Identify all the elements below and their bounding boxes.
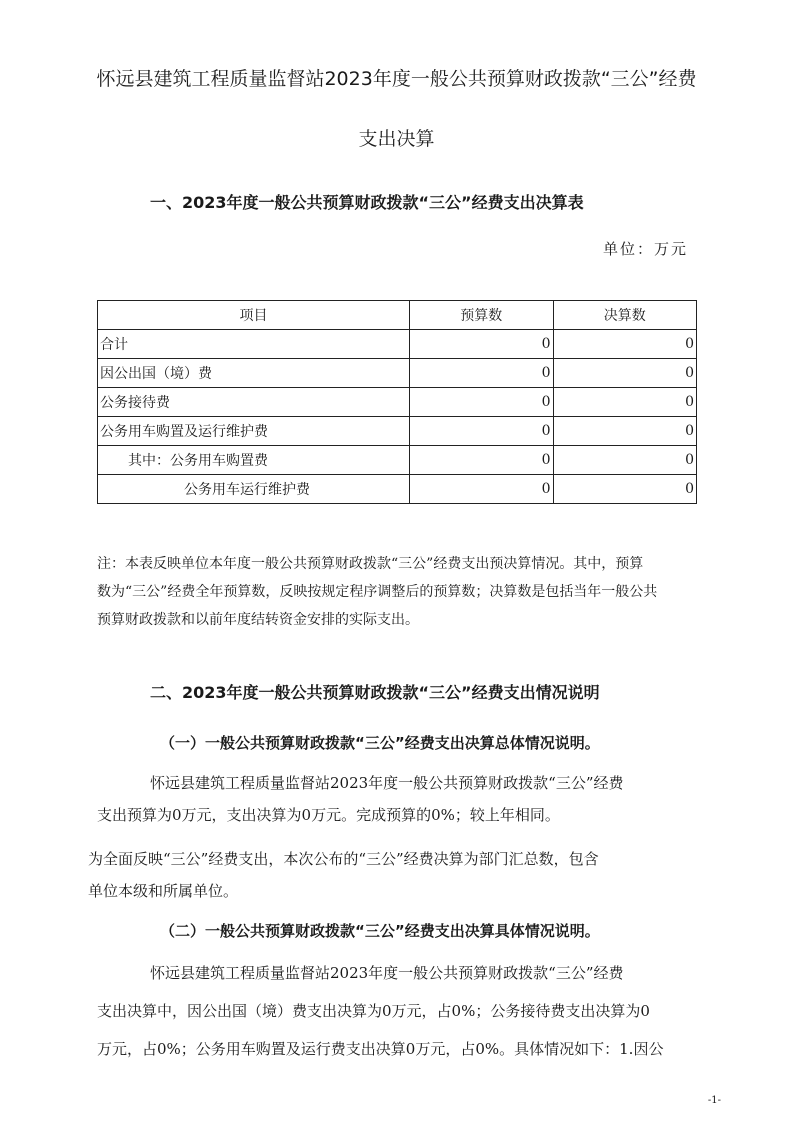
- header-budget: 预算数: [410, 301, 553, 330]
- section2-heading: 二、2023年度一般公共预算财政拨款“三公”经费支出情况说明: [150, 683, 600, 702]
- row-label: 其中：公务用车购置费: [98, 446, 410, 475]
- note-line: 预算财政拨款和以前年度结转资金安排的实际支出。: [97, 612, 419, 628]
- table-row: [98, 388, 697, 417]
- row-label: 因公出国（境）费: [98, 359, 410, 388]
- row-final: 0: [553, 359, 696, 388]
- paragraph-line: 怀远县建筑工程质量监督站2023年度一般公共预算财政拨款“三公”经费: [150, 774, 624, 792]
- row-final: 0: [553, 330, 696, 359]
- budget-table: [97, 300, 697, 504]
- table-row: [98, 475, 697, 504]
- table-row: [98, 417, 697, 446]
- row-budget: 0: [410, 475, 553, 504]
- paragraph-line: 为全面反映“三公”经费支出，本次公布的“三公”经费决算为部门汇总数，包含: [88, 850, 599, 868]
- table-row: [98, 330, 697, 359]
- document-title-line2: 支出决算: [358, 128, 435, 150]
- row-label: 公务用车购置及运行维护费: [98, 417, 410, 446]
- paragraph-line: 支出预算为0万元，支出决算为0万元。完成预算的0%；较上年相同。: [97, 806, 560, 824]
- row-final: 0: [553, 388, 696, 417]
- row-budget: 0: [410, 417, 553, 446]
- section1-heading: 一、2023年度一般公共预算财政拨款“三公”经费支出决算表: [150, 193, 584, 212]
- table-row: [98, 446, 697, 475]
- page-number: -1-: [707, 1095, 721, 1106]
- row-final: 0: [553, 475, 696, 504]
- paragraph-line: 单位本级和所属单位。: [88, 882, 239, 900]
- row-budget: 0: [410, 388, 553, 417]
- subsection1-heading: （一）一般公共预算财政拨款“三公”经费支出决算总体情况说明。: [160, 734, 600, 752]
- row-label: 合计: [98, 330, 410, 359]
- row-label: 公务接待费: [98, 388, 410, 417]
- row-final: 0: [553, 417, 696, 446]
- header-item: 项目: [98, 301, 410, 330]
- note-line: 数为“三公”经费全年预算数，反映按规定程序调整后的预算数；决算数是包括当年一般公共: [97, 584, 658, 600]
- note-line: 注：本表反映单位本年度一般公共预算财政拨款“三公”经费支出预决算情况。其中，预算: [97, 556, 644, 572]
- document-title-line1: 怀远县建筑工程质量监督站2023年度一般公共预算财政拨款“三公”经费: [96, 68, 697, 90]
- row-budget: 0: [410, 446, 553, 475]
- row-budget: 0: [410, 359, 553, 388]
- row-budget: 0: [410, 330, 553, 359]
- header-final: 决算数: [553, 301, 696, 330]
- paragraph-line: 怀远县建筑工程质量监督站2023年度一般公共预算财政拨款“三公”经费: [150, 964, 624, 982]
- table-row: [98, 359, 697, 388]
- row-final: 0: [553, 446, 696, 475]
- subsection2-heading: （二）一般公共预算财政拨款“三公”经费支出决算具体情况说明。: [160, 922, 600, 940]
- row-label: 公务用车运行维护费: [98, 475, 410, 504]
- unit-label: 单位：万元: [602, 240, 688, 258]
- table-header-row: [98, 301, 697, 330]
- paragraph-line: 万元，占0%；公务用车购置及运行费支出决算0万元，占0%。具体情况如下：1.因公: [97, 1040, 664, 1058]
- paragraph-line: 支出决算中，因公出国（境）费支出决算为0万元，占0%；公务接待费支出决算为0: [97, 1002, 650, 1020]
